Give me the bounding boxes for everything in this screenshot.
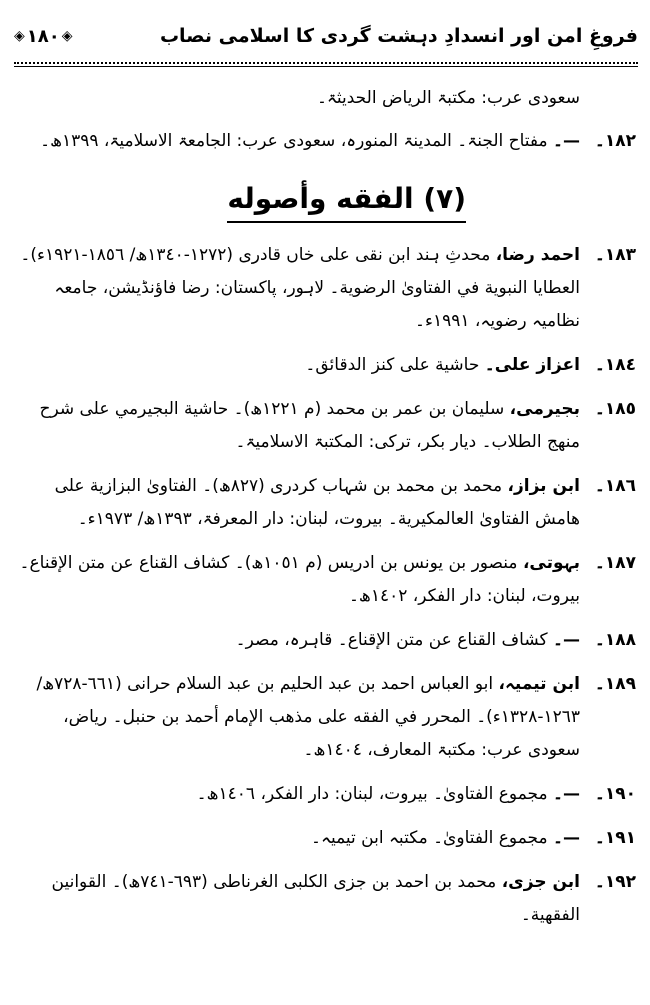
entry-author: ابن بزاز، [507, 476, 580, 496]
bibliography-entry [18, 470, 636, 536]
entry-text: محمد بن محمد بن شہاب کردری (٨٢٧ھ)۔ الفتاوىٰ البزازية على هامش الفتاوىٰ العالمكيرية۔ بیروت، لبنان: دار المعرفۃ، ١٣٩٣ھ/ ١٩٧٣ء۔ [54, 476, 580, 529]
entry-text: مفتاح الجنۃ۔ المدینۃ المنورہ، سعودی عرب: الجامعۃ الاسلامیۃ، ١٣٩٩ھ۔ [40, 131, 548, 151]
entry-number: ١٩١۔ [594, 828, 636, 848]
header-title: فروغِ امن اور انسدادِ دہشت گردی کا اسلامی نصاب [159, 25, 638, 47]
entry-text: ابو العباس احمد بن عبد الحلیم بن عبد السلام حرانی (٦٦١-٧٢٨ھ/ ١٢٦٣-١٣٢٨ء)۔ المحرر في الفقه على مذهب الإمام أحمد بن حنبل۔ ریاض، سعودی عرب: مکتبۃ المعارف، ١٤٠٤ھ۔ [36, 674, 580, 760]
entry-author: بجیرمی، [509, 399, 580, 419]
entry-author: ابن جزی، [501, 872, 580, 892]
bibliography-entry [18, 393, 636, 459]
entry-number: ١٨٢۔ [594, 131, 636, 151]
entry-text: منصور بن یونس بن ادریس (م ١٠٥١ھ)۔ كشاف القناع عن متن الإقناع۔ بیروت، لبنان: دار الفکر، ١٤٠٢ھ۔ [19, 553, 580, 606]
ornament-icon: ◈ [14, 28, 25, 44]
page-number: ١٨٠ [26, 25, 60, 47]
bibliography-entry [18, 547, 636, 613]
entry-author: —۔ [553, 630, 580, 650]
entry-number: ١٨٣۔ [594, 245, 636, 265]
entry-number: ١٩٢۔ [594, 872, 636, 892]
entry-author: احمد رضا، [495, 245, 580, 265]
bibliography-entry [18, 125, 636, 158]
entry-text: حاشية على كنز الدقائق۔ [305, 355, 480, 375]
header-rule-line [14, 66, 638, 67]
section-heading: (٧) الفقه وأصوله [227, 179, 466, 223]
bibliography-entry [18, 668, 636, 767]
entry-text: مجموع الفتاوىٰ۔ مکتبہ ابن تیمیہ۔ [311, 828, 548, 848]
ornament-icon: ◈ [61, 28, 73, 44]
bibliography-entry [18, 778, 636, 811]
entry-number: ١٩٠۔ [594, 784, 636, 804]
page-header [14, 14, 638, 58]
bibliography-entry [18, 239, 636, 338]
entry-author: —۔ [553, 131, 580, 151]
entry-author: —۔ [553, 828, 580, 848]
entry-author: —۔ [553, 784, 580, 804]
bibliography-entry [18, 866, 636, 932]
entry-number: ١٨٧۔ [594, 553, 636, 573]
entry-number: ١٨٤۔ [594, 355, 636, 375]
continued-line: سعودی عرب: مکتبۃ الریاض الحدیثۃ۔ [316, 88, 580, 108]
entry-number: ١٨٦۔ [594, 476, 636, 496]
entry-text: سلیمان بن عمر بن محمد (م ١٢٢١ھ)۔ حاشية البجيرمي على شرح منهج الطلاب۔ دیار بکر، ترکی: المکتبۃ الاسلامیۃ۔ [39, 399, 580, 452]
page-body [18, 78, 636, 943]
entry-author: اعزاز علی۔ [484, 355, 580, 375]
bibliography-entry [18, 349, 636, 382]
bibliography-entry [18, 624, 636, 657]
entry-text: كشاف القناع عن متن الإقناع۔ قاہرہ، مصر۔ [235, 630, 548, 650]
entry-number: ١٨٥۔ [594, 399, 636, 419]
entry-number: ١٨٩۔ [594, 674, 636, 694]
entry-text: مجموع الفتاوىٰ۔ بیروت، لبنان: دار الفکر، ١٤٠٦ھ۔ [196, 784, 548, 804]
page-number-box [14, 26, 73, 47]
entry-author: ابن تیمیہ، [498, 674, 580, 694]
entry-number: ١٨٨۔ [594, 630, 636, 650]
header-rule [14, 62, 638, 64]
bibliography-entry [18, 822, 636, 855]
entry-author: بہوتی، [522, 553, 580, 573]
entry-text: محدثِ ہند ابن نقی علی خاں قادری (١٢٧٢-١٣٤٠ھ/ ١٨٥٦-١٩٢١ء)۔ العطايا النبوية في الفتاوىٰ الرضوية۔ لاہور، پاکستان: رضا فاؤنڈیشن، جامعہ نظامیہ رضویہ، ١٩٩١ء۔ [20, 245, 580, 331]
entry-text: محمد بن احمد بن جزی الکلبی الغرناطی (٦٩٣-٧٤١ھ)۔ القوانين الفقهية۔ [51, 872, 580, 925]
